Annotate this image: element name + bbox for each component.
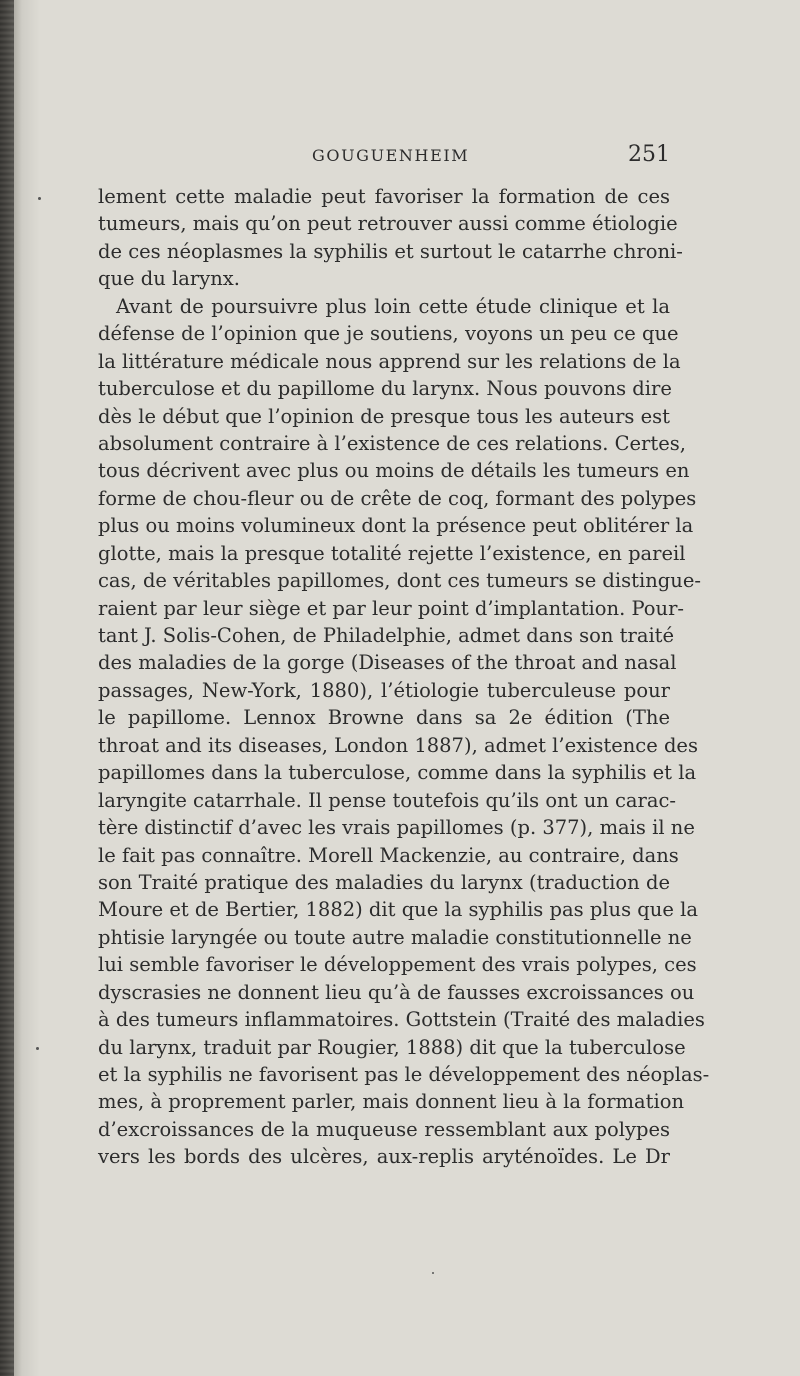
page-number: 251	[628, 142, 670, 167]
text-line: défense de l’opinion que je soutiens, voyons un peu ce que	[98, 322, 679, 346]
page-binding-edge	[0, 0, 14, 1376]
text-line: à des tumeurs inflammatoires. Gottstein (Traité des maladies	[98, 1008, 705, 1032]
text-line: tère distinctif d’avec les vrais papillomes (p. 377), mais il ne	[98, 816, 695, 840]
body-text	[98, 183, 710, 1171]
ink-speck	[38, 197, 41, 200]
text-line: lui semble favoriser le développement des vrais polypes, ces	[98, 953, 697, 977]
text-line: dès le début que l’opinion de presque tous les auteurs est	[98, 404, 670, 428]
text-line: dyscrasies ne donnent lieu qu’à de fausses excroissances ou	[98, 980, 695, 1004]
text-line: mes, à proprement parler, mais donnent lieu à la formation	[98, 1090, 685, 1114]
page-header	[98, 144, 670, 174]
text-line: raient par leur siège et par leur point d’implantation. Pour-	[98, 596, 684, 620]
text-line: throat and its diseases, London 1887), admet l’existence des	[98, 733, 698, 757]
ink-speck	[432, 1272, 434, 1274]
text-line: phtisie laryngée ou toute autre maladie constitutionnelle ne	[98, 925, 692, 949]
text-line: son Traité pratique des maladies du larynx (traduction de	[98, 870, 670, 894]
ink-speck	[36, 1047, 39, 1050]
text-line: d’excroissances de la muqueuse ressemblant aux polypes	[98, 1117, 670, 1141]
text-line: de ces néoplasmes la syphilis et surtout le catarrhe chroni-	[98, 239, 683, 263]
text-line: laryngite catarrhale. Il pense toutefois qu’ils ont un carac-	[98, 788, 677, 812]
text-line: Avant de poursuivre plus loin cette étude clinique et la	[116, 294, 670, 318]
text-line: vers les bords des ulcères, aux-replis aryténoïdes. Le Dr	[98, 1145, 670, 1169]
text-line: Moure et de Bertier, 1882) dit que la syphilis pas plus que la	[98, 898, 698, 922]
text-line: glotte, mais la presque totalité rejette l’existence, en pareil	[98, 541, 686, 565]
text-line: absolument contraire à l’existence de ces relations. Certes,	[98, 431, 686, 455]
text-line: que du larynx.	[98, 267, 240, 291]
text-line: tumeurs, mais qu’on peut retrouver aussi comme étiologie	[98, 212, 678, 236]
running-head: GOUGUENHEIM	[312, 146, 470, 165]
text-line: le fait pas connaître. Morell Mackenzie, au contraire, dans	[98, 843, 679, 867]
text-line: la littérature médicale nous apprend sur les relations de la	[98, 349, 681, 373]
text-line: tuberculose et du papillome du larynx. Nous pouvons dire	[98, 377, 672, 401]
text-line: passages, New-York, 1880), l’étiologie tuberculeuse pour	[98, 678, 670, 702]
text-line: cas, de véritables papillomes, dont ces tumeurs se distingue-	[98, 569, 701, 593]
text-line: plus ou moins volumineux dont la présence peut oblitérer la	[98, 514, 694, 538]
text-line: lement cette maladie peut favoriser la formation de ces	[98, 185, 670, 208]
text-line: papillomes dans la tuberculose, comme dans la syphilis et la	[98, 761, 697, 785]
text-line: le papillome. Lennox Browne dans sa 2e édition (The	[98, 706, 670, 730]
text-line: et la syphilis ne favorisent pas le développement des néoplas-	[98, 1063, 710, 1086]
text-line: des maladies de la gorge (Diseases of the throat and nasal	[98, 651, 677, 675]
text-line: tous décrivent avec plus ou moins de détails les tumeurs en	[98, 459, 690, 483]
text-line: du larynx, traduit par Rougier, 1888) dit que la tuberculose	[98, 1035, 686, 1059]
text-line: forme de chou-fleur ou de crête de coq, formant des polypes	[98, 486, 697, 510]
text-line: tant J. Solis-Cohen, de Philadelphie, admet dans son traité	[98, 624, 675, 647]
